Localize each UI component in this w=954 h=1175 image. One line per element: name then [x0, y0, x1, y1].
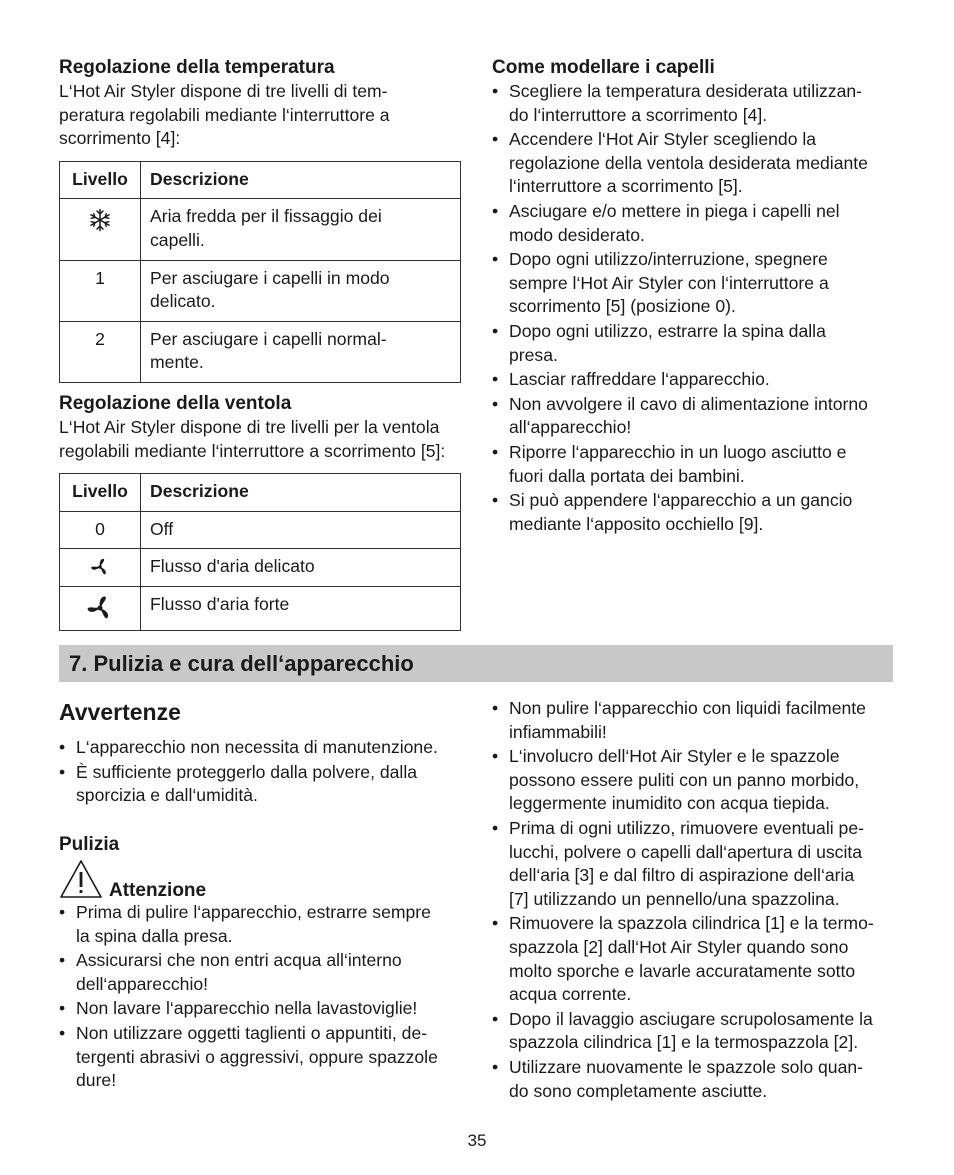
list-item-line: Dopo ogni utilizzo, estrarre la spina dalla	[509, 320, 826, 341]
cleaning-list	[59, 901, 469, 1093]
list-item-line: la spina dalla presa.	[76, 925, 233, 946]
temperature-table	[59, 161, 461, 383]
fan-small-icon	[90, 557, 110, 577]
temperature-intro-line: scorrimento [4]:	[59, 128, 181, 149]
list-item	[59, 1022, 469, 1093]
table-row	[60, 511, 461, 549]
fan-heading: Regolazione della ventola	[59, 393, 292, 414]
description-cell	[141, 260, 461, 321]
list-item-line: Riporre l‘apparecchio in un luogo asciutto e	[509, 441, 847, 462]
list-item-line: Asciugare e/o mettere in piega i capelli nel	[509, 200, 840, 221]
table-row	[60, 260, 461, 321]
list-item-line: spazzola cilindrica [1] e la termospazzola [2].	[509, 1032, 859, 1053]
list-item-line: Rimuovere la spazzola cilindrica [1] e la termo-	[509, 913, 874, 934]
list-item-line: Dopo ogni utilizzo/interruzione, spegnere	[509, 249, 828, 270]
table-row	[60, 549, 461, 587]
temperature-intro-line: L‘Hot Air Styler dispone di tre livelli di tem-	[59, 81, 388, 101]
description-line: Aria fredda per il fissaggio dei	[150, 206, 382, 227]
list-item	[492, 248, 897, 319]
list-item-line: tergenti abrasivi o aggressivi, oppure spazzole	[76, 1046, 438, 1067]
list-item	[59, 949, 469, 996]
list-item-line: Dopo il lavaggio asciugare scrupolosamente la	[509, 1008, 873, 1029]
cleaning-section	[59, 833, 469, 1094]
temperature-intro-line: peratura regolabili mediante l‘interruttore a	[59, 104, 390, 125]
list-item-line: Non pulire l‘apparecchio con liquidi facilmente	[509, 698, 866, 718]
list-item-line: Non avvolgere il cavo di alimentazione intorno	[509, 393, 868, 414]
temperature-heading: Regolazione della temperatura	[59, 57, 335, 78]
fan-section	[59, 392, 461, 631]
cleaning-heading: Pulizia	[59, 834, 120, 855]
list-item-line: molto sporche e lavarle accuratamente sotto	[509, 960, 856, 981]
list-item	[492, 697, 902, 744]
table-row	[60, 586, 461, 630]
level-cell: 2	[60, 321, 141, 382]
description-line: Per asciugare i capelli normal-	[150, 328, 387, 349]
list-item	[492, 489, 897, 536]
level-cell	[60, 199, 141, 260]
list-item-line: fuori dalla portata dei bambini.	[509, 465, 745, 486]
page-number: 35	[467, 1131, 487, 1150]
list-item-line: Si può appendere l‘apparecchio a un gancio	[509, 490, 853, 511]
table-row	[60, 199, 461, 260]
attention-row	[59, 859, 469, 901]
list-item-line: modo desiderato.	[509, 224, 645, 245]
table-header-row	[60, 161, 461, 199]
warnings-section	[59, 698, 469, 809]
list-item-line: dell‘apparecchio!	[76, 973, 209, 994]
list-item-line: presa.	[509, 344, 558, 365]
fan-large-icon	[86, 594, 114, 622]
list-item	[492, 393, 897, 440]
list-item-line: Scegliere la temperatura desiderata utilizzan-	[509, 81, 863, 101]
list-item-line: Utilizzare nuovamente le spazzole solo quan-	[509, 1056, 864, 1077]
list-item-line: Prima di ogni utilizzo, rimuovere eventuali pe-	[509, 817, 864, 838]
cleaning-continued-section	[492, 697, 902, 1104]
description-cell	[141, 199, 461, 260]
table-header-row	[60, 474, 461, 512]
column-header-description: Descrizione	[141, 161, 461, 199]
list-item-line: do l‘interruttore a scorrimento [4].	[509, 104, 768, 125]
description-line: delicato.	[150, 291, 216, 312]
description-line: mente.	[150, 352, 204, 373]
list-item-line: sporcizia e dall‘umidità.	[76, 785, 258, 806]
warning-triangle-icon	[59, 859, 103, 899]
description-line: capelli.	[150, 229, 205, 250]
section-title: 7. Pulizia e cura dell‘apparecchio	[69, 651, 414, 676]
temperature-intro	[59, 80, 461, 151]
list-item-line: Assicurarsi che non entri acqua all‘interno	[76, 950, 402, 971]
list-item	[59, 736, 469, 760]
list-item-line: Non utilizzare oggetti taglienti o appuntiti, de-	[76, 1022, 428, 1043]
column-header-level: Livello	[60, 161, 141, 199]
cleaning-list-continued	[492, 697, 902, 1103]
level-cell	[60, 586, 141, 630]
description-cell	[141, 321, 461, 382]
list-item-line: possono essere puliti con un panno morbido,	[509, 769, 860, 790]
list-item	[59, 761, 469, 808]
list-item-line: lucchi, polvere o capelli dall‘apertura di uscita	[509, 841, 863, 862]
list-item-line: L‘apparecchio non necessita di manutenzione.	[76, 737, 438, 757]
snowflake-icon	[88, 208, 112, 232]
list-item-line: l‘interruttore a scorrimento [5].	[509, 176, 743, 197]
list-item	[492, 1056, 902, 1103]
list-item-line: regolazione della ventola desiderata mediante	[509, 152, 868, 173]
list-item-line: Non lavare l‘apparecchio nella lavastoviglie!	[76, 998, 418, 1019]
attention-label: Attenzione	[109, 880, 207, 901]
fan-table	[59, 473, 461, 631]
description-cell: Off	[141, 511, 461, 549]
list-item	[492, 1008, 902, 1055]
list-item	[59, 901, 469, 948]
list-item-line: scorrimento [5] (posizione 0).	[509, 296, 736, 317]
fan-intro	[59, 416, 461, 463]
temperature-section	[59, 56, 461, 383]
list-item	[492, 817, 902, 911]
list-item-line: acqua corrente.	[509, 984, 632, 1005]
list-item-line: L‘involucro dell‘Hot Air Styler e le spazzole	[509, 746, 840, 767]
list-item	[492, 128, 897, 199]
list-item	[492, 320, 897, 367]
column-header-level: Livello	[60, 474, 141, 512]
section-title-bar	[59, 645, 893, 682]
styling-list	[492, 80, 897, 536]
table-row	[60, 321, 461, 382]
styling-section	[492, 56, 897, 537]
list-item-line: dure!	[76, 1070, 117, 1091]
fan-intro-line: L‘Hot Air Styler dispone di tre livelli per la ventola	[59, 417, 440, 437]
list-item	[492, 200, 897, 247]
list-item-line: mediante l‘apposito occhiello [9].	[509, 513, 764, 534]
list-item-line: sempre l‘Hot Air Styler con l‘interruttore a	[509, 272, 829, 293]
list-item-line: Lasciar raffreddare l‘apparecchio.	[509, 369, 770, 390]
list-item-line: [7] utilizzando un pennello/una spazzolina.	[509, 888, 840, 909]
warnings-list	[59, 736, 469, 808]
list-item	[492, 441, 897, 488]
list-item-line: Prima di pulire l‘apparecchio, estrarre sempre	[76, 902, 431, 922]
list-item-line: dell‘aria [3] e dal filtro di aspirazione dell‘aria	[509, 865, 855, 886]
list-item-line: do sono completamente asciutte.	[509, 1080, 768, 1101]
list-item-line: leggermente inumidito con acqua tiepida.	[509, 793, 830, 814]
list-item	[492, 912, 902, 1006]
column-header-description: Descrizione	[141, 474, 461, 512]
level-cell: 1	[60, 260, 141, 321]
warnings-heading: Avvertenze	[59, 699, 181, 725]
list-item	[59, 997, 469, 1021]
list-item-line: all‘apparecchio!	[509, 417, 632, 438]
styling-heading: Come modellare i capelli	[492, 57, 715, 78]
list-item	[492, 745, 902, 816]
level-cell	[60, 549, 141, 587]
list-item-line: È sufficiente proteggerlo dalla polvere, dalla	[76, 761, 418, 782]
list-item	[492, 368, 897, 392]
list-item-line: Accendere l‘Hot Air Styler scegliendo la	[509, 129, 817, 150]
fan-intro-line: regolabili mediante l‘interruttore a scorrimento [5]:	[59, 440, 446, 461]
list-item-line: spazzola [2] dall‘Hot Air Styler quando sono	[509, 936, 849, 957]
list-item	[492, 80, 897, 127]
description-cell: Flusso d'aria forte	[141, 586, 461, 630]
description-line: Per asciugare i capelli in modo	[150, 267, 390, 288]
list-item-line: infiammabili!	[509, 721, 607, 742]
description-cell: Flusso d'aria delicato	[141, 549, 461, 587]
level-cell: 0	[60, 511, 141, 549]
